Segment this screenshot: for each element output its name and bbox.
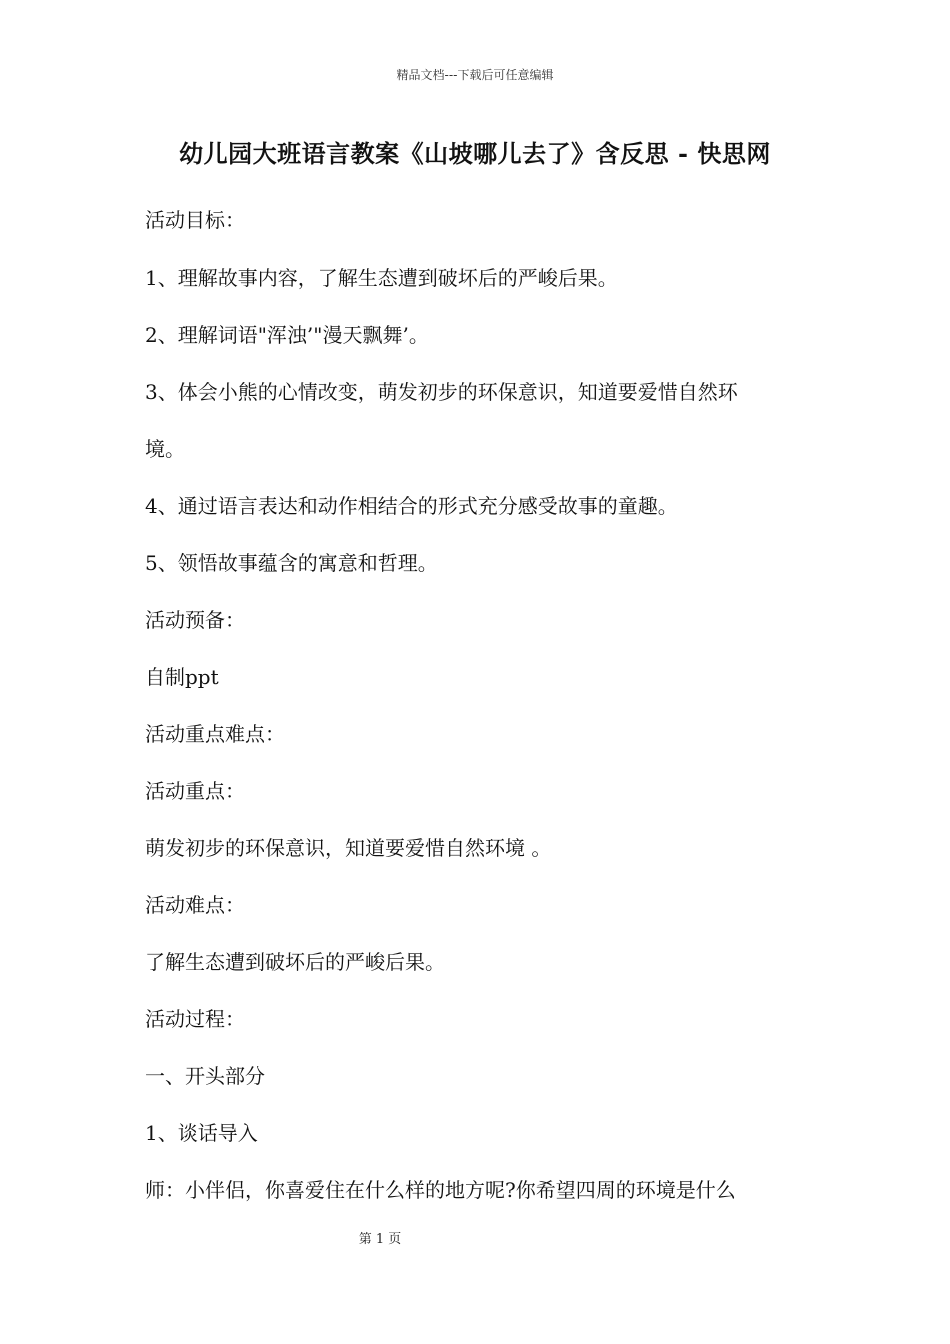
body-line: 2、理解词语"浑浊’"漫天飘舞’。 [145, 323, 429, 347]
body-line: 师：小伴侣，你喜爱住在什么样的地方呢?你希望四周的环境是什么 [145, 1178, 736, 1202]
document-title: 幼儿园大班语言教案《山坡哪儿去了》含反思 - 快思网 [179, 139, 771, 168]
page-number: 第 1 页 [358, 1232, 402, 1247]
body-line: 4、通过语言表达和动作相结合的形式充分感受故事的童趣。 [145, 494, 678, 518]
body-line: 5、领悟故事蕴含的寓意和哲理。 [145, 551, 438, 575]
body-line: 活动目标： [145, 208, 245, 232]
body-line: 1、谈话导入 [145, 1121, 258, 1145]
body-line: 1、理解故事内容，了解生态遭到破坏后的严峻后果。 [145, 266, 618, 290]
body-line: 活动过程： [145, 1007, 245, 1031]
body-line: 一、开头部分 [145, 1064, 265, 1088]
body-line: 萌发初步的环保意识，知道要爱惜自然环境 。 [145, 836, 552, 860]
running-header: 精品文档---下载后可任意编辑 [396, 68, 554, 82]
body-line: 活动难点： [145, 893, 245, 917]
body-line: 自制ppt [145, 665, 219, 689]
body-line: 3、体会小熊的心情改变，萌发初步的环保意识，知道要爱惜自然环 [145, 380, 738, 404]
body-line: 境。 [145, 437, 185, 461]
body-line: 活动重点难点： [145, 722, 285, 746]
body-line: 活动预备： [145, 608, 245, 632]
body-line: 活动重点： [145, 779, 245, 803]
body-line: 了解生态遭到破坏后的严峻后果。 [145, 950, 445, 974]
